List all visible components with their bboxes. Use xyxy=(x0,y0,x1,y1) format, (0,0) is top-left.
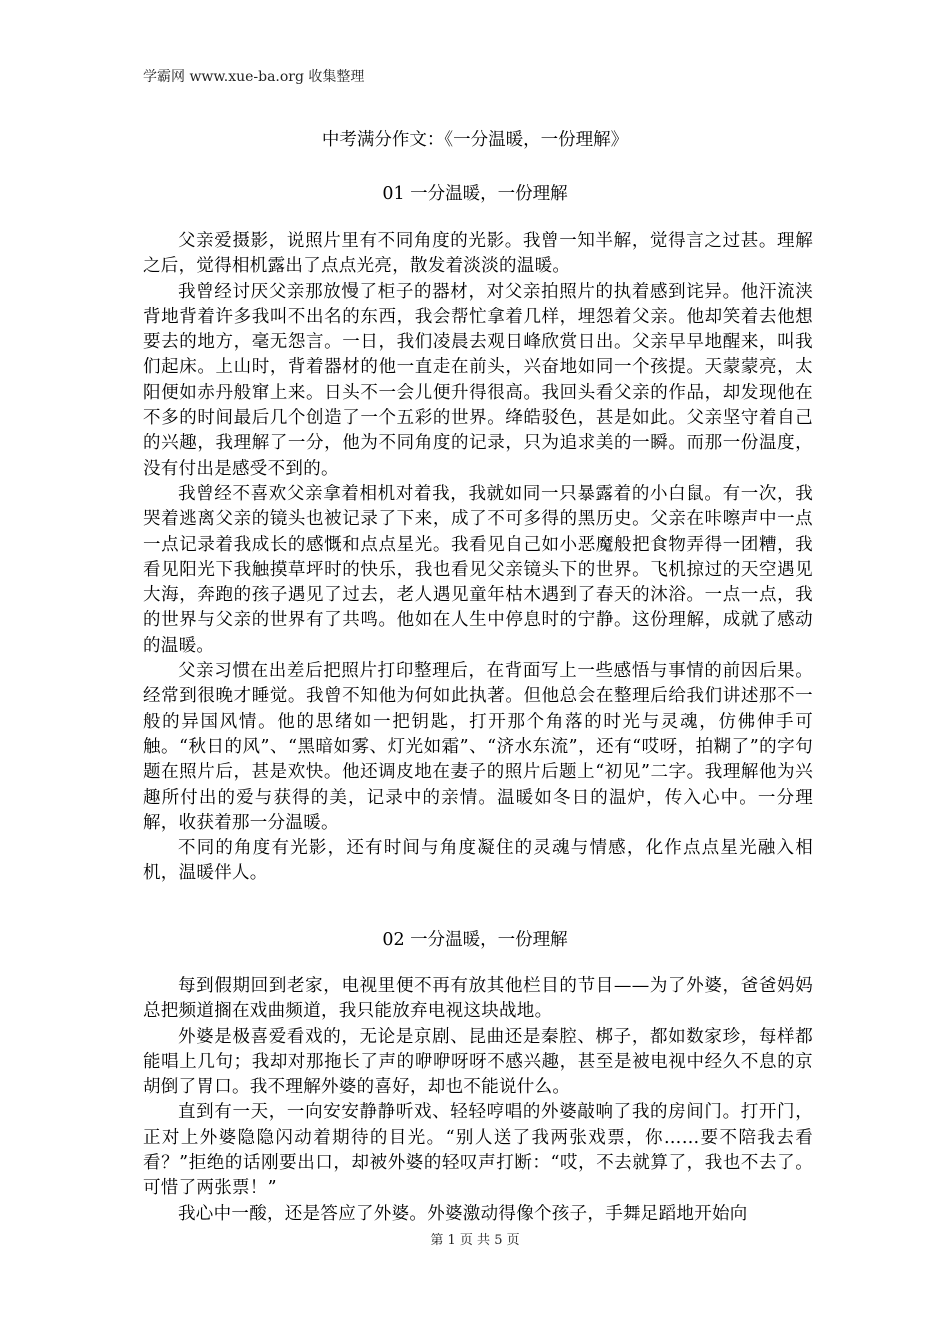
page-number-footer: 第 1 页 共 5 页 xyxy=(430,1233,520,1248)
paragraph: 我曾经讨厌父亲那放慢了柜子的器材，对父亲拍照片的执着感到诧异。他汗流浃背地背着许多我叫不出名的东西，我会帮忙拿着几样，埋怨着父亲。他却笑着去他想要去的地方，毫无怨言。一日，我们凌晨去观日峰欣赏日出。父亲早早地醒来，叫我们起床。上山时，背着器材的他一直走在前头，兴奋地如同一个孩提。天蒙蒙亮，太阳便如赤丹般窜上来。日头不一会儿便升得很高。我回头看父亲的作品，却发现他在不多的时间最后几个创造了一个五彩的世界。绛皓驳色，甚是如此。父亲坚守着自己的兴趣，我理解了一分，他为不同角度的记录，只为追求美的一瞬。而那一份温度，没有付出是感受不到的。 xyxy=(143,281,813,479)
paragraph: 不同的角度有光影，还有时间与角度凝住的灵魂与情感，化作点点星光融入相机，温暖伴人。 xyxy=(143,838,813,884)
paragraph: 每到假期回到老家，电视里便不再有放其他栏目的节目——为了外婆，爸爸妈妈总把频道搁在戏曲频道，我只能放弃电视这块战地。 xyxy=(143,976,813,1022)
section-1-heading: 01 一分温暖，一份理解 xyxy=(382,184,568,204)
paragraph: 父亲习惯在出差后把照片打印整理后，在背面写上一些感悟与事情的前因后果。经常到很晚才睡觉。我曾不知他为何如此执著。但他总会在整理后给我们讲述那不一般的异国风情。他的思绪如一把钥匙，打开那个角落的时光与灵魂，仿佛伸手可触。“秋日的风”、“黑暗如雾、灯光如霜”、“济水东流”，还有“哎呀，拍糊了”的字句题在照片后，甚是欢快。他还调皮地在妻子的照片后题上“初见”二字。我理解他为兴趣所付出的爱与获得的美，记录中的亲情。温暖如冬日的温炉，传入心中。一分理解，收获着那一分温暖。 xyxy=(143,661,813,833)
paragraph: 外婆是极喜爱看戏的，无论是京剧、昆曲还是秦腔、梆子，都如数家珍，每样都能唱上几句；我却对那拖长了声的咿咿呀呀不感兴趣，甚至是被电视中经久不息的京胡倒了胃口。我不理解外婆的喜好，却也不能说什么。 xyxy=(143,1026,813,1098)
paragraph: 直到有一天，一向安安静静听戏、轻轻哼唱的外婆敲响了我的房间门。打开门，正对上外婆隐隐闪动着期待的目光。“别人送了我两张戏票，你……要不陪我去看看？”拒绝的话刚要出口，却被外婆的轻叹声打断：“哎，不去就算了，我也不去了。可惜了两张票！” xyxy=(143,1102,813,1199)
paragraph: 父亲爱摄影，说照片里有不同角度的光影。我曾一知半解，觉得言之过甚。理解之后，觉得相机露出了点点光亮，散发着淡淡的温暖。 xyxy=(143,231,813,277)
page-header-source: 学霸网 www.xue-ba.org 收集整理 xyxy=(143,69,365,85)
section-2-body xyxy=(143,974,813,1227)
paragraph: 我心中一酸，还是答应了外婆。外婆激动得像个孩子，手舞足蹈地开始向 xyxy=(178,1203,748,1224)
section-1-body xyxy=(143,229,813,887)
paragraph: 我曾经不喜欢父亲拿着相机对着我，我就如同一只暴露着的小白鼠。有一次，我哭着逃离父亲的镜头也被记录了下来，成了不可多得的黑历史。父亲在咔嚓声中一点一点记录着我成长的感慨和点点星光。我看见自己如小恶魔般把食物弄得一团糟，我看见阳光下我触摸草坪时的快乐，我也看见父亲镜头下的世界。飞机掠过的天空遇见大海，奔跑的孩子遇见了过去，老人遇见童年枯木遇到了春天的沐浴。一点一点，我的世界与父亲的世界有了共鸣。他如在人生中停息时的宁静。这份理解，成就了感动的温暖。 xyxy=(143,483,813,656)
section-2-heading: 02 一分温暖，一份理解 xyxy=(382,930,568,950)
document-title: 中考满分作文：《一分温暖，一份理解》 xyxy=(321,130,629,150)
